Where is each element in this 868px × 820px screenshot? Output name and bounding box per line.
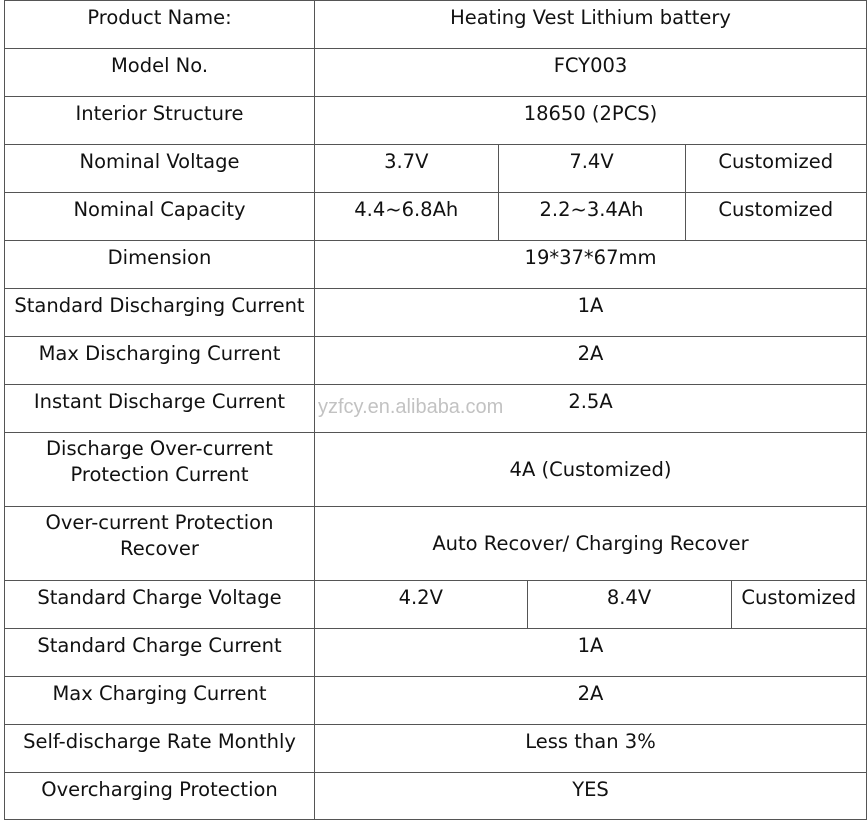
spec-label: Dimension xyxy=(5,241,315,289)
spec-label-line: Over-current Protection xyxy=(45,511,274,534)
table-row xyxy=(5,97,867,145)
spec-value: 4.4~6.8Ah xyxy=(354,198,459,221)
table-row xyxy=(5,49,867,97)
spec-label: Interior Structure xyxy=(5,97,315,145)
value-split xyxy=(315,193,866,240)
table-row xyxy=(5,433,867,507)
spec-value-group xyxy=(315,581,867,629)
spec-value: 1A xyxy=(315,629,867,677)
spec-label: Overcharging Protection xyxy=(5,773,315,820)
spec-value: 3.7V xyxy=(384,150,429,173)
spec-label: Standard Charge Current xyxy=(5,629,315,677)
table-row xyxy=(5,193,867,241)
spec-label: Instant Discharge Current xyxy=(5,385,315,433)
spec-value: FCY003 xyxy=(315,49,867,97)
spec-value-group xyxy=(315,145,867,193)
table-row xyxy=(5,289,867,337)
spec-value: YES xyxy=(315,773,867,820)
table-row xyxy=(5,629,867,677)
spec-label: Model No. xyxy=(5,49,315,97)
spec-value: Heating Vest Lithium battery xyxy=(315,1,867,49)
table-row xyxy=(5,725,867,773)
spec-label: Product Name: xyxy=(5,1,315,49)
spec-label: Nominal Capacity xyxy=(5,193,315,241)
spec-value: 4.2V xyxy=(398,586,443,609)
spec-label: Max Discharging Current xyxy=(5,337,315,385)
table-row xyxy=(5,337,867,385)
value-split xyxy=(315,145,866,192)
spec-value: Customized xyxy=(685,145,866,192)
spec-value: Customized xyxy=(731,581,866,628)
spec-label xyxy=(5,433,315,507)
spec-label-line: Recover xyxy=(120,537,199,560)
spec-value: 2.2~3.4Ah xyxy=(498,193,685,240)
value-split xyxy=(315,581,866,628)
spec-value: 2A xyxy=(315,337,867,385)
table-row xyxy=(5,773,867,820)
spec-value: 18650 (2PCS) xyxy=(315,97,867,145)
table-row xyxy=(5,145,867,193)
spec-value: 8.4V xyxy=(527,581,731,628)
spec-value: 2A xyxy=(315,677,867,725)
spec-value: 7.4V xyxy=(498,145,685,192)
spec-value: 4A (Customized) xyxy=(315,433,867,507)
spec-table xyxy=(4,0,867,820)
table-row xyxy=(5,241,867,289)
table-row xyxy=(5,677,867,725)
spec-value-group xyxy=(315,193,867,241)
watermark: yzfcy.en.alibaba.com xyxy=(318,396,504,418)
spec-label: Nominal Voltage xyxy=(5,145,315,193)
spec-label: Standard Charge Voltage xyxy=(5,581,315,629)
spec-value: Less than 3% xyxy=(315,725,867,773)
spec-label: Standard Discharging Current xyxy=(5,289,315,337)
spec-value: 1A xyxy=(315,289,867,337)
table-row xyxy=(5,1,867,49)
spec-label-line: Protection Current xyxy=(70,463,249,486)
spec-value: Customized xyxy=(685,193,866,240)
spec-label xyxy=(5,507,315,581)
spec-label-line: Discharge Over-current xyxy=(46,437,273,460)
spec-value: 19*37*67mm xyxy=(315,241,867,289)
spec-value: 2.5A xyxy=(315,385,867,433)
table-row xyxy=(5,385,867,433)
table-row xyxy=(5,507,867,581)
spec-label: Max Charging Current xyxy=(5,677,315,725)
spec-value: Auto Recover/ Charging Recover xyxy=(315,507,867,581)
spec-label: Self-discharge Rate Monthly xyxy=(5,725,315,773)
table-row xyxy=(5,581,867,629)
